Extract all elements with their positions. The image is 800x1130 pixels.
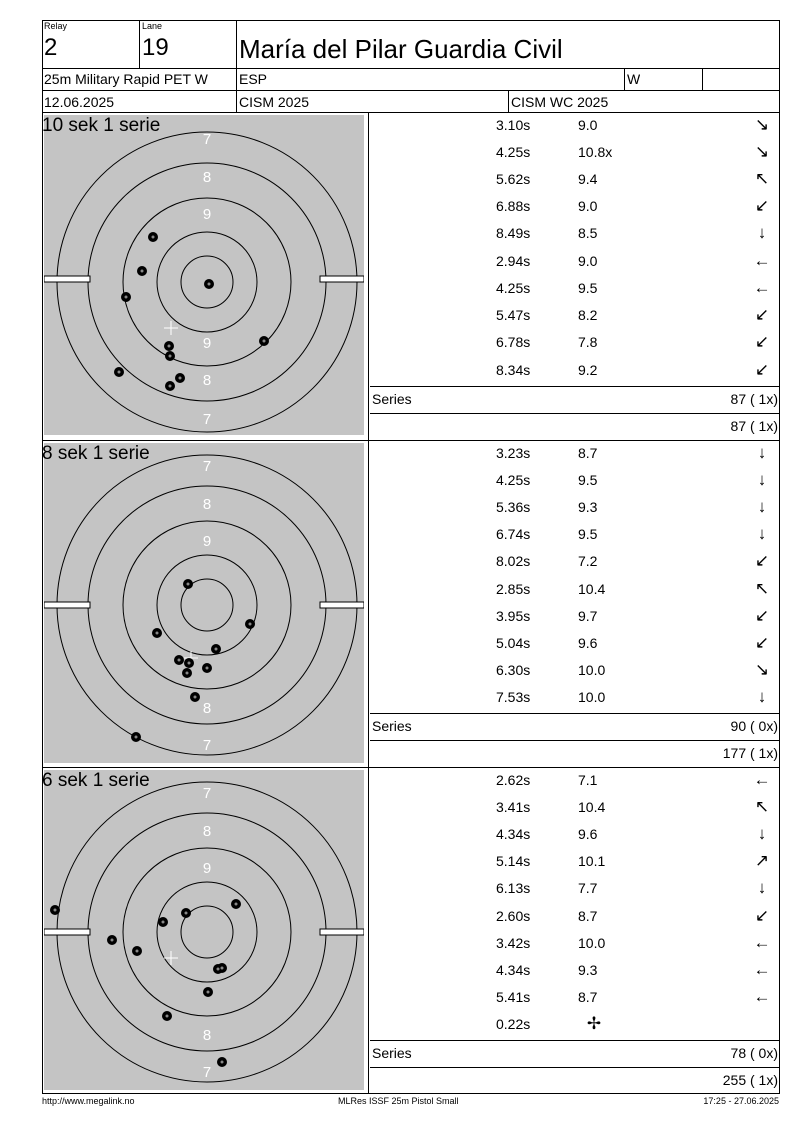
shot-row: 4.25s 9.5 ← — [496, 278, 771, 297]
shot-direction-icon: ↘ — [754, 660, 770, 679]
shot-holes-2 — [131, 579, 255, 742]
shot-holes-3 — [50, 899, 241, 1067]
shot-row: 2.94s 9.0 ← — [496, 251, 771, 270]
target-image-3 — [44, 770, 364, 1090]
shot-direction-icon: ↓ — [757, 443, 767, 462]
target-svg-2 — [44, 443, 364, 763]
sighter-cross-icon: ✢ — [586, 1014, 602, 1033]
ring-label: 8 — [202, 372, 212, 389]
running-total-row: 87 ( 1x) — [370, 413, 780, 440]
footer-url[interactable]: http://www.megalink.no — [42, 1096, 135, 1106]
shot-direction-icon: ↗ — [754, 851, 770, 870]
shot-row: 4.34s 9.3 ← — [496, 960, 771, 979]
series-total-row: Series 87 ( 1x) — [370, 386, 780, 413]
competition: CISM 2025 — [239, 94, 310, 110]
shot-row: 2.60s 8.7 ↙ — [370, 904, 780, 931]
shot-row: 5.47s 8.2 ↙ — [370, 303, 780, 330]
ring-label: 7 — [202, 411, 212, 428]
shot-direction-icon: ↓ — [757, 497, 767, 516]
series-section-1 — [42, 113, 780, 440]
shot-direction-icon: ↖ — [754, 797, 770, 816]
shot-direction-icon: ↓ — [757, 824, 767, 843]
shot-row: 3.10s 9.0 ↘ — [370, 113, 780, 140]
ring-label: 7 — [202, 458, 212, 475]
shot-row: 4.25s 10.8x ↘ — [370, 140, 780, 167]
championship: CISM WC 2025 — [511, 94, 609, 110]
series-title-2: 8 sek 1 serie — [42, 443, 150, 464]
ring-label: 7 — [202, 785, 212, 802]
ring-label: 8 — [202, 169, 212, 186]
shot-row: 8.34s 9.2 ↙ — [370, 358, 780, 385]
running-total-row: 177 ( 1x) — [370, 740, 780, 767]
shot-row: 3.95s 9.7 ↙ — [370, 604, 780, 631]
event-name: 25m Military Rapid PET W — [44, 71, 208, 87]
target-image-1 — [44, 115, 364, 435]
shot-row: 4.34s 9.6 ↓ — [370, 822, 780, 849]
shot-direction-icon: ← — [753, 278, 771, 297]
shot-row: 4.25s 9.5 ↓ — [370, 468, 780, 495]
ring-label: 7 — [202, 1064, 212, 1081]
shot-row: 3.23s 8.7 ↓ — [370, 441, 780, 468]
target-svg-1 — [44, 115, 364, 435]
ring-label: 8 — [202, 823, 212, 840]
series-total-row: Series 78 ( 0x) — [370, 1040, 780, 1067]
shooter-name: María del Pilar Guardia Civil — [239, 34, 563, 64]
shot-direction-icon: ← — [753, 251, 771, 270]
lane-value: 19 — [142, 34, 169, 61]
gender: W — [627, 71, 641, 87]
relay-value: 2 — [44, 34, 58, 61]
series-title-3: 6 sek 1 serie — [42, 770, 150, 791]
shot-row: 6.13s 7.7 ↓ — [370, 876, 780, 903]
shot-row: 5.04s 9.6 ↙ — [370, 631, 780, 658]
shot-row: 3.41s 10.4 ↖ — [370, 795, 780, 822]
shot-direction-icon: ↖ — [754, 579, 770, 598]
shot-direction-icon: ← — [753, 960, 771, 979]
date: 12.06.2025 — [44, 94, 115, 110]
shot-row: 8.49s 8.5 ↓ — [370, 221, 780, 248]
shot-direction-icon: ↘ — [754, 115, 770, 134]
shot-direction-icon: ↙ — [754, 196, 770, 215]
shot-row: 6.74s 9.5 ↓ — [370, 522, 780, 549]
shot-holes-1 — [114, 232, 269, 391]
shot-row: 2.85s 10.4 ↖ — [370, 577, 780, 604]
shot-row: 8.02s 7.2 ↙ — [370, 549, 780, 576]
ring-label: 8 — [202, 700, 212, 717]
ring-label: 7 — [202, 737, 212, 754]
series-title-1: 10 sek 1 serie — [42, 115, 161, 136]
shot-direction-icon: ↙ — [754, 360, 770, 379]
shot-row: 0.22s ✢ — [370, 1012, 780, 1039]
shot-row: 5.41s 8.7 ← — [496, 987, 771, 1006]
running-total-row: 255 ( 1x) — [370, 1067, 780, 1094]
shot-direction-icon: ↓ — [757, 470, 767, 489]
shot-direction-icon: ↙ — [754, 633, 770, 652]
ring-label: 9 — [202, 335, 212, 352]
shot-row: 6.30s 10.0 ↘ — [370, 658, 780, 685]
shot-row: 2.62s 7.1 ← — [496, 770, 771, 789]
shot-row: 5.62s 9.4 ↖ — [370, 167, 780, 194]
ring-label: 9 — [202, 860, 212, 877]
footer-timestamp: 17:25 - 27.06.2025 — [703, 1096, 779, 1106]
series-section-3 — [42, 768, 780, 1094]
shot-direction-icon: ↓ — [757, 524, 767, 543]
shot-direction-icon: ↙ — [754, 906, 770, 925]
relay-label: Relay — [44, 21, 68, 31]
shot-direction-icon: ↙ — [754, 305, 770, 324]
footer-software: MLRes ISSF 25m Pistol Small — [338, 1096, 459, 1106]
series-section-2 — [42, 441, 780, 767]
shot-direction-icon: ← — [753, 933, 771, 952]
shot-row: 6.88s 9.0 ↙ — [370, 194, 780, 221]
shot-row: 5.36s 9.3 ↓ — [370, 495, 780, 522]
target-svg-3 — [44, 770, 364, 1090]
shot-row: 5.14s 10.1 ↗ — [370, 849, 780, 876]
shot-row: 6.78s 7.8 ↙ — [370, 330, 780, 357]
ring-label: 9 — [202, 533, 212, 550]
shot-direction-icon: ← — [753, 987, 771, 1006]
shot-direction-icon: ↓ — [757, 687, 767, 706]
shot-direction-icon: ↓ — [757, 878, 767, 897]
nation: ESP — [239, 71, 268, 87]
shot-direction-icon: ↙ — [754, 332, 770, 351]
ring-label: 8 — [202, 1027, 212, 1044]
shot-direction-icon: ↖ — [754, 169, 770, 188]
shot-direction-icon: ↙ — [754, 606, 770, 625]
shot-direction-icon: ↓ — [757, 223, 767, 242]
target-image-2 — [44, 443, 364, 763]
series-total-row: Series 90 ( 0x) — [370, 713, 780, 740]
lane-label: Lane — [142, 21, 163, 31]
shot-direction-icon: ↘ — [754, 142, 770, 161]
ring-label: 9 — [202, 206, 212, 223]
shot-row: 7.53s 10.0 ↓ — [370, 685, 780, 712]
shot-direction-icon: ← — [753, 770, 771, 789]
shot-row: 3.42s 10.0 ← — [496, 933, 771, 952]
shot-direction-icon: ↙ — [754, 551, 770, 570]
ring-label: 8 — [202, 496, 212, 513]
ring-label: 7 — [202, 131, 212, 148]
